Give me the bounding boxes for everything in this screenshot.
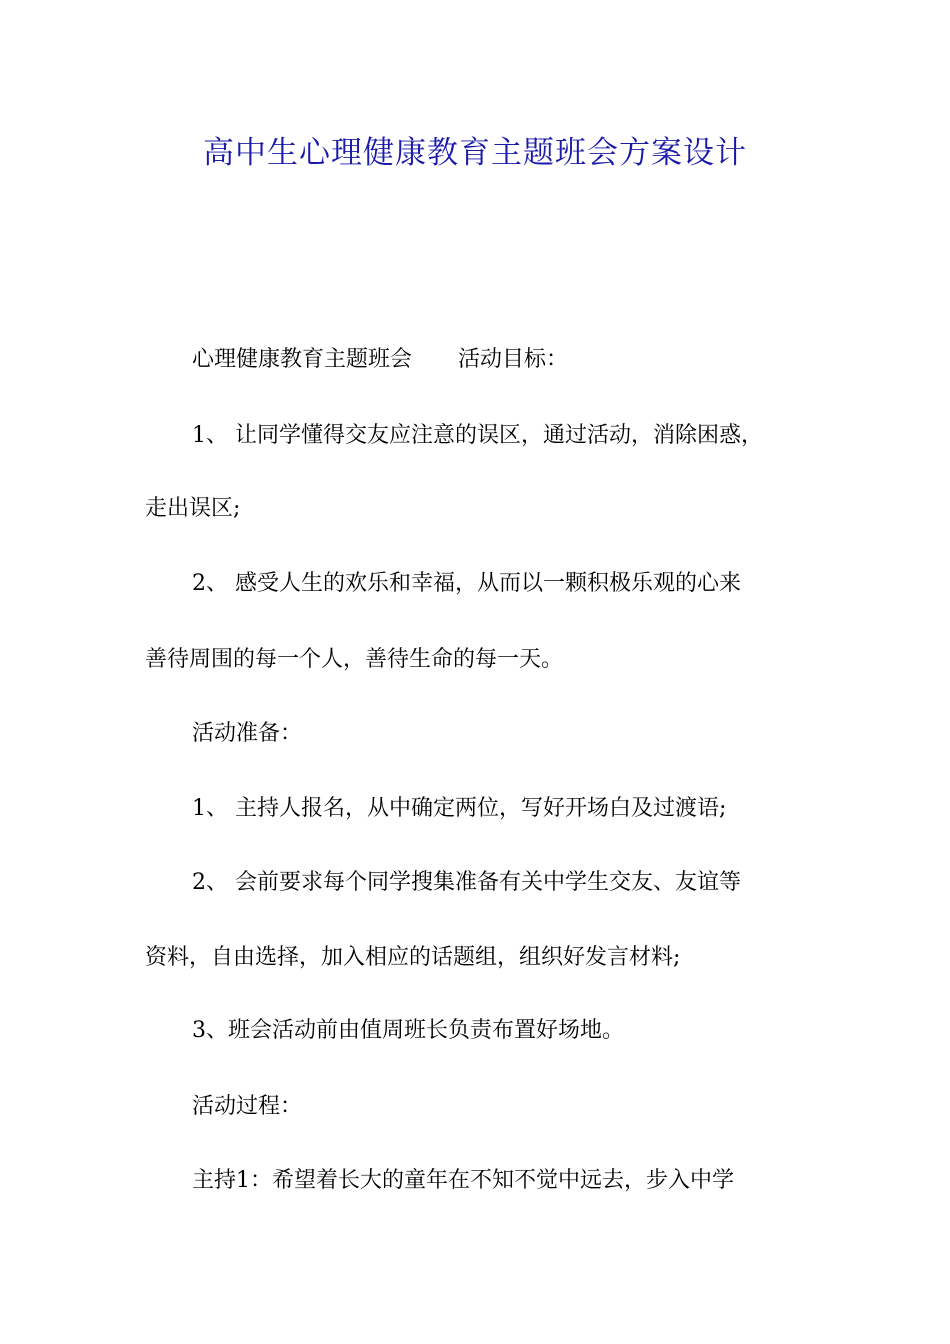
document-title: 高中生心理健康教育主题班会方案设计	[203, 135, 747, 171]
paragraph-line-3: 走出误区;	[145, 496, 241, 521]
paragraph-line-4: 2、 感受人生的欢乐和幸福，从而以一颗积极乐观的心来	[192, 571, 741, 596]
paragraph-line-8: 2、 会前要求每个同学搜集准备有关中学生交友、友谊等	[192, 870, 741, 895]
section-heading-preparation: 活动准备：	[192, 721, 303, 746]
paragraph-line-9: 资料，自由选择，加入相应的话题组，组织好发言材料;	[145, 945, 681, 970]
paragraph-line-12: 主持1：希望着长大的童年在不知不觉中远去，步入中学	[192, 1168, 734, 1193]
section-heading-process: 活动过程：	[192, 1094, 303, 1119]
paragraph-line-5: 善待周围的每一个人，善待生命的每一天。	[145, 647, 564, 672]
section-heading-goals: 活动目标：	[458, 347, 569, 372]
paragraph-line-7: 1、 主持人报名，从中确定两位，写好开场白及过渡语;	[192, 796, 727, 821]
paragraph-line-2: 1、 让同学懂得交友应注意的误区，通过活动，消除困惑，	[192, 423, 763, 448]
paragraph-line-1	[192, 345, 568, 375]
theme-label: 心理健康教育主题班会	[192, 347, 413, 372]
paragraph-line-10: 3、班会活动前由值周班长负责布置好场地。	[192, 1018, 624, 1043]
